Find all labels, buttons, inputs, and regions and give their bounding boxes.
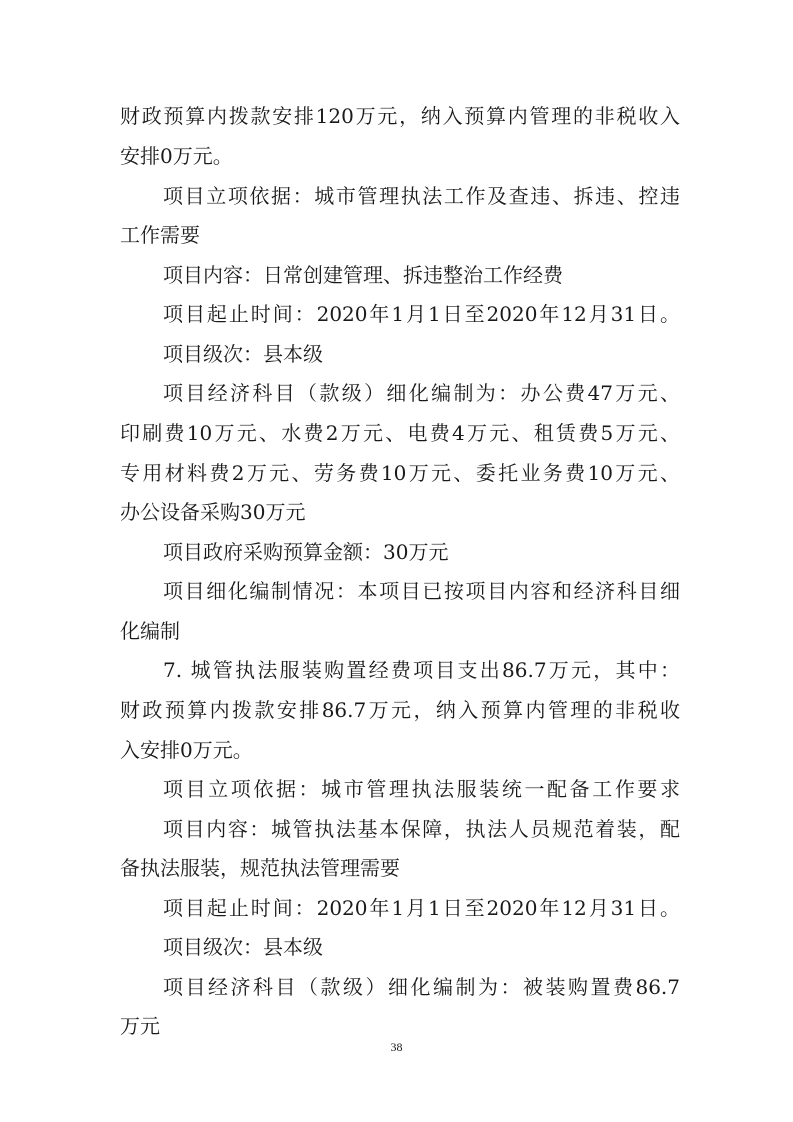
body-text-line: 办公设备采购30万元: [120, 500, 306, 524]
body-text-line: 印刷费10万元、水费2万元、电费4万元、租赁费5万元、: [120, 421, 680, 445]
body-text-line: 项目起止时间：2020年1月1日至2020年12月31日。: [163, 302, 680, 326]
body-text-line: 项目级次：县本级: [163, 935, 323, 959]
body-text-line: 项目立项依据：城市管理执法工作及查违、拆违、控违: [163, 184, 680, 208]
body-text-line: 入安排0万元。: [120, 738, 253, 762]
body-text-line: 财政预算内拨款安排120万元，纳入预算内管理的非税收入: [120, 104, 680, 128]
body-text-line: 备执法服装，规范执法管理需要: [120, 856, 400, 880]
body-text-line: 项目政府采购预算金额：30万元: [163, 540, 449, 564]
body-text-line: 专用材料费2万元、劳务费10万元、委托业务费10万元、: [120, 461, 680, 485]
body-text-line: 项目经济科目（款级）细化编制为：被装购置费86.7: [163, 975, 680, 999]
body-text-line: 项目内容：日常创建管理、拆违整治工作经费: [163, 263, 563, 287]
section-heading-line: 7. 城管执法服装购置经费项目支出86.7万元，其中：: [163, 658, 680, 682]
body-text-line: 项目内容：城管执法基本保障，执法人员规范着装，配: [163, 817, 680, 841]
body-text-line: 项目起止时间：2020年1月1日至2020年12月31日。: [163, 896, 680, 920]
body-text-line: 项目细化编制情况：本项目已按项目内容和经济科目细: [163, 579, 680, 603]
body-text-line: 工作需要: [120, 223, 200, 247]
body-text-line: 化编制: [120, 619, 180, 643]
page-number: 38: [390, 1040, 403, 1054]
body-text-line: 项目经济科目（款级）细化编制为：办公费47万元、: [163, 381, 680, 405]
body-text-line: 项目级次：县本级: [163, 342, 323, 366]
body-text-line: 财政预算内拨款安排86.7万元，纳入预算内管理的非税收: [120, 698, 680, 722]
body-text-line: 项目立项依据：城市管理执法服装统一配备工作要求: [163, 777, 680, 801]
body-text-line: 安排0万元。: [120, 144, 233, 168]
body-text-line: 万元: [120, 1014, 160, 1038]
